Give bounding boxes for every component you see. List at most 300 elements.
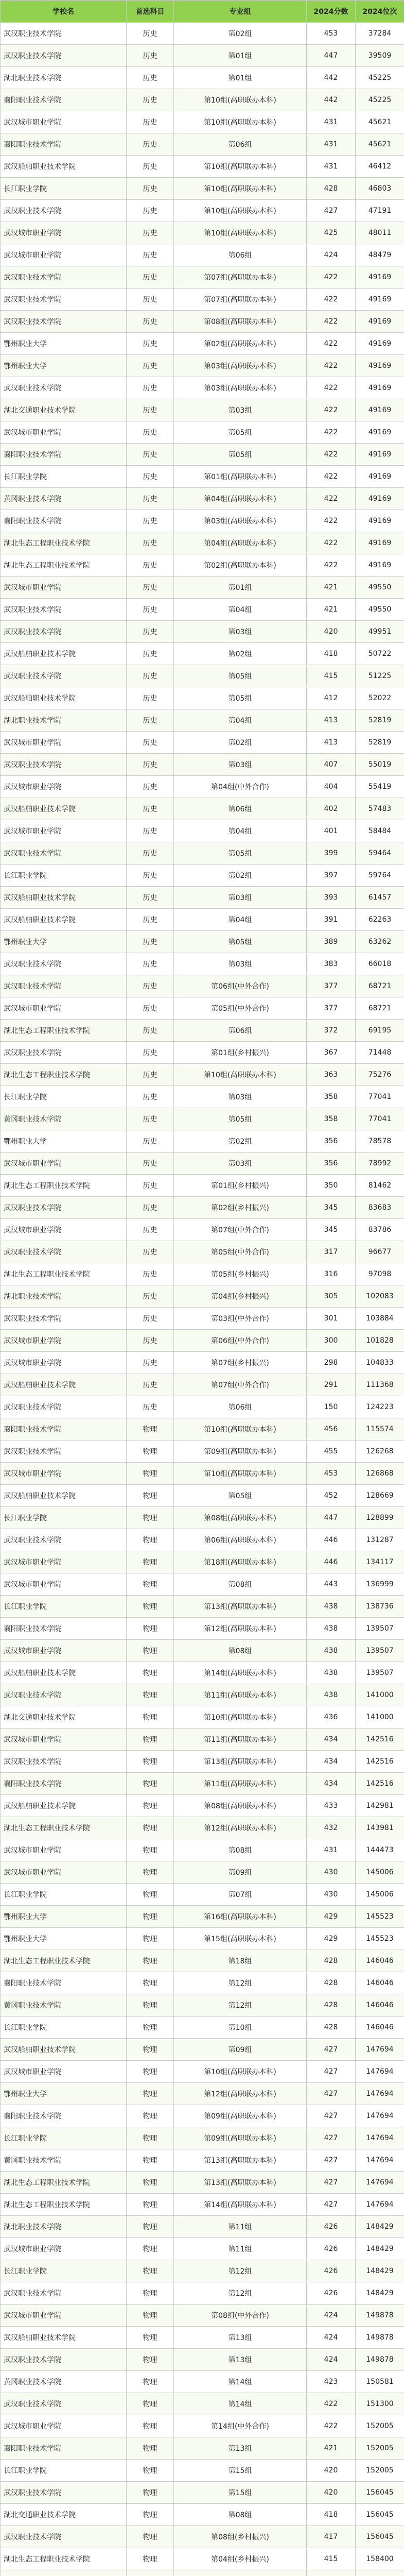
cell-subject: 历史 (127, 842, 174, 865)
table-row (1, 2016, 404, 2039)
cell-subject: 物理 (127, 1839, 174, 1861)
cell-rank: 126868 (356, 1463, 404, 1485)
cell-major-group: 第11组(高职联办本科) (174, 1684, 307, 1706)
cell-score: 431 (307, 111, 356, 133)
cell-rank: 148429 (356, 2216, 404, 2238)
cell-major-group: 第04组 (174, 599, 307, 621)
cell-rank: 49169 (356, 554, 404, 577)
cell-rank: 124223 (356, 1396, 404, 1418)
cell-rank: 45225 (356, 89, 404, 111)
cell-rank: 47191 (356, 200, 404, 222)
cell-school: 襄阳职业技术学院 (1, 2437, 127, 2460)
cell-major-group: 第05组 (174, 421, 307, 444)
cell-major-group: 第05组 (174, 1485, 307, 1507)
table-row (1, 1529, 404, 1551)
cell-school: 武汉城市职业学院 (1, 2415, 127, 2437)
cell-major-group: 第10组(高职联办本科) (174, 89, 307, 111)
cell-subject: 历史 (127, 1153, 174, 1175)
cell-school: 襄阳职业技术学院 (1, 1618, 127, 1640)
cell-rank: 78578 (356, 1130, 404, 1153)
cell-major-group: 第12组(高职联办本科) (174, 1817, 307, 1839)
table-row (1, 732, 404, 754)
cell-rank: 149878 (356, 2304, 404, 2327)
cell-score: 150 (307, 1396, 356, 1418)
cell-school: 武汉船舶职业技术学院 (1, 687, 127, 709)
cell-score: 421 (307, 2437, 356, 2460)
cell-score: 422 (307, 333, 356, 355)
cell-major-group: 第02组 (174, 865, 307, 887)
cell-subject: 历史 (127, 665, 174, 687)
table-row (1, 1906, 404, 1928)
table-row (1, 178, 404, 200)
cell-subject: 物理 (127, 1640, 174, 1662)
cell-major-group: 第08组 (174, 1573, 307, 1596)
table-row (1, 2415, 404, 2437)
table-row (1, 2061, 404, 2083)
cell-school: 湖北职业技术学院 (1, 67, 127, 89)
cell-score: 446 (307, 1551, 356, 1573)
table-row (1, 1596, 404, 1618)
cell-major-group: 第09组(高职联办本科) (174, 2127, 307, 2149)
cell-major-group: 第14组(高职联办本科) (174, 2194, 307, 2216)
table-row (1, 488, 404, 510)
cell-major-group: 第05组(中外合作) (174, 1241, 307, 1263)
cell-score: 424 (307, 2349, 356, 2371)
cell-school: 武汉船舶职业技术学院 (1, 2039, 127, 2061)
cell-subject: 物理 (127, 2172, 174, 2194)
cell-subject: 历史 (127, 865, 174, 887)
table-row (1, 1485, 404, 1507)
table-row (1, 887, 404, 909)
cell-major-group: 第04组(乡村振兴) (174, 1285, 307, 1308)
cell-major-group: 第03组(高职联办本科) (174, 355, 307, 377)
cell-score: 427 (307, 2061, 356, 2083)
cell-major-group: 第05组(中外合作) (174, 997, 307, 1020)
cell-major-group: 第08组(高职联办本科) (174, 1795, 307, 1817)
cell-school: 襄阳职业技术学院 (1, 2105, 127, 2127)
cell-rank: 83683 (356, 1197, 404, 1219)
cell-subject: 物理 (127, 2260, 174, 2282)
cell-rank: 143981 (356, 1817, 404, 1839)
cell-major-group: 第07组(乡村振兴) (174, 1352, 307, 1374)
cell-rank: 48479 (356, 244, 404, 266)
table-row (1, 2105, 404, 2127)
table-row (1, 2282, 404, 2304)
cell-school: 武汉职业技术学院 (1, 621, 127, 643)
table-row (1, 222, 404, 244)
cell-rank: 45621 (356, 133, 404, 156)
cell-school: 武汉城市职业学院 (1, 1839, 127, 1861)
table-row (1, 399, 404, 421)
cell-subject: 物理 (127, 1529, 174, 1551)
table-row (1, 997, 404, 1020)
table-row (1, 2127, 404, 2149)
cell-score: 417 (307, 2526, 356, 2548)
cell-score: 418 (307, 643, 356, 665)
cell-school: 武汉职业技术学院 (1, 1396, 127, 1418)
cell-score: 431 (307, 133, 356, 156)
cell-rank: 78992 (356, 1153, 404, 1175)
cell-rank: 37284 (356, 23, 404, 45)
cell-score: 402 (307, 798, 356, 820)
table-row (1, 599, 404, 621)
cell-rank: 152005 (356, 2437, 404, 2460)
table-row (1, 1728, 404, 1751)
cell-score (307, 2570, 356, 2576)
header-school: 学校名 (1, 1, 127, 23)
cell-major-group: 第07组(高职联办本科) (174, 289, 307, 311)
cell-subject: 历史 (127, 23, 174, 45)
cell-subject: 物理 (127, 2127, 174, 2149)
cell-score: 426 (307, 2282, 356, 2304)
cell-school: 武汉城市职业学院 (1, 997, 127, 1020)
cell-score: 446 (307, 1529, 356, 1551)
cell-school: 武汉职业技术学院 (1, 311, 127, 333)
table-row (1, 1751, 404, 1773)
cell-school: 湖北生态工程职业技术学院 (1, 1263, 127, 1285)
cell-subject: 物理 (127, 2304, 174, 2327)
table-row (1, 577, 404, 599)
cell-subject: 物理 (127, 2194, 174, 2216)
cell-major-group: 第09组(高职联办本科) (174, 2105, 307, 2127)
cell-major-group: 第10组(高职联办本科) (174, 178, 307, 200)
cell-school: 武汉船舶职业技术学院 (1, 156, 127, 178)
cell-subject: 物理 (127, 2083, 174, 2105)
cell-rank: 111368 (356, 1374, 404, 1396)
cell-school: 长江职业学院 (1, 2260, 127, 2282)
cell-school: 湖北生态工程职业技术学院 (1, 1020, 127, 1042)
cell-score: 431 (307, 156, 356, 178)
cell-rank: 158400 (356, 2548, 404, 2570)
cell-score: 418 (307, 2504, 356, 2526)
table-row (1, 2083, 404, 2105)
cell-major-group: 第03组 (174, 887, 307, 909)
cell-subject: 历史 (127, 355, 174, 377)
header-rank: 2024位次 (356, 1, 404, 23)
cell-major-group: 第04组(中外合作) (174, 776, 307, 798)
cell-school: 武汉职业技术学院 (1, 45, 127, 67)
cell-subject: 物理 (127, 1950, 174, 1972)
cell-subject: 历史 (127, 887, 174, 909)
table-row (1, 510, 404, 532)
cell-school: 武汉船舶职业技术学院 (1, 1662, 127, 1684)
cell-subject: 物理 (127, 2548, 174, 2570)
cell-major-group: 第12组 (174, 2260, 307, 2282)
cell-score: 422 (307, 2393, 356, 2415)
cell-major-group: 第05组 (174, 665, 307, 687)
cell-score: 427 (307, 2149, 356, 2172)
table-row (1, 1861, 404, 1884)
cell-subject: 历史 (127, 289, 174, 311)
cell-subject: 物理 (127, 2482, 174, 2504)
table-row (1, 1418, 404, 1440)
cell-major-group: 第13组 (174, 2349, 307, 2371)
cell-major-group: 第01组 (174, 45, 307, 67)
cell-score: 428 (307, 1972, 356, 1994)
cell-school: 鄂州职业大学 (1, 931, 127, 953)
table-row (1, 45, 404, 67)
cell-school: 襄阳职业技术学院 (1, 89, 127, 111)
cell-school: 武汉船舶职业技术学院 (1, 887, 127, 909)
cell-subject: 物理 (127, 1884, 174, 1906)
cell-subject: 历史 (127, 1020, 174, 1042)
cell-school: 湖北生态工程职业技术学院 (1, 532, 127, 554)
cell-school: 襄阳职业技术学院 (1, 1418, 127, 1440)
cell-major-group: 第03组 (174, 754, 307, 776)
table-row (1, 333, 404, 355)
cell-rank: 147694 (356, 2194, 404, 2216)
cell-major-group: 第10组 (174, 2016, 307, 2039)
cell-subject: 历史 (127, 399, 174, 421)
table-row (1, 133, 404, 156)
table-row (1, 466, 404, 488)
cell-school: 黄冈职业技术学院 (1, 2371, 127, 2393)
cell-school: 武汉职业技术学院 (1, 1308, 127, 1330)
cell-subject: 历史 (127, 1241, 174, 1263)
table-row (1, 554, 404, 577)
cell-subject: 物理 (127, 1728, 174, 1751)
cell-major-group: 第05组 (174, 1108, 307, 1130)
cell-school: 鄂州职业大学 (1, 333, 127, 355)
cell-major-group: 第12组(高职联办本科) (174, 2083, 307, 2105)
cell-rank: 49169 (356, 466, 404, 488)
cell-subject: 历史 (127, 311, 174, 333)
cell-rank: 48011 (356, 222, 404, 244)
cell-score: 422 (307, 466, 356, 488)
cell-subject: 历史 (127, 732, 174, 754)
table-row (1, 2482, 404, 2504)
cell-rank: 150581 (356, 2371, 404, 2393)
cell-score: 433 (307, 1795, 356, 1817)
table-row (1, 2570, 404, 2576)
cell-major-group: 第04组 (174, 820, 307, 842)
table-row (1, 1839, 404, 1861)
cell-rank (356, 2570, 404, 2576)
cell-subject: 历史 (127, 709, 174, 732)
cell-subject: 物理 (127, 1551, 174, 1573)
cell-major-group: 第10组(高职联办本科) (174, 222, 307, 244)
cell-major-group: 第09组 (174, 2039, 307, 2061)
cell-subject: 历史 (127, 1108, 174, 1130)
cell-rank: 49169 (356, 510, 404, 532)
cell-school: 武汉职业技术学院 (1, 200, 127, 222)
table-row (1, 266, 404, 289)
cell-subject: 物理 (127, 2216, 174, 2238)
cell-major-group: 第11组(高职联办本科) (174, 1728, 307, 1751)
cell-subject: 历史 (127, 133, 174, 156)
cell-subject: 物理 (127, 1662, 174, 1684)
cell-subject: 物理 (127, 1418, 174, 1440)
table-row (1, 1352, 404, 1374)
cell-rank: 57483 (356, 798, 404, 820)
cell-subject: 历史 (127, 909, 174, 931)
cell-school: 长江职业学院 (1, 2016, 127, 2039)
cell-major-group: 第04组(高职联办本科) (174, 532, 307, 554)
cell-score: 415 (307, 665, 356, 687)
cell-score: 438 (307, 1662, 356, 1684)
cell-school: 湖北职业技术学院 (1, 1285, 127, 1308)
cell-major-group: 第10组(高职联办本科) (174, 200, 307, 222)
cell-major-group: 第10组(高职联办本科) (174, 111, 307, 133)
table-row (1, 2393, 404, 2415)
cell-score: 291 (307, 1374, 356, 1396)
cell-score: 455 (307, 1440, 356, 1463)
cell-rank: 45621 (356, 111, 404, 133)
cell-rank: 58484 (356, 820, 404, 842)
cell-major-group: 第13组(高职联办本科) (174, 2149, 307, 2172)
cell-major-group: 第02组(高职联办本科) (174, 554, 307, 577)
table-row (1, 1219, 404, 1241)
cell-major-group: 第06组 (174, 244, 307, 266)
cell-rank: 151300 (356, 2393, 404, 2415)
cell-subject: 物理 (127, 1706, 174, 1728)
cell-rank: 66018 (356, 953, 404, 975)
cell-subject: 历史 (127, 687, 174, 709)
cell-school: 武汉城市职业学院 (1, 2061, 127, 2083)
cell-subject: 历史 (127, 643, 174, 665)
cell-score: 393 (307, 887, 356, 909)
cell-rank: 49550 (356, 577, 404, 599)
table-row (1, 1684, 404, 1706)
cell-subject: 历史 (127, 444, 174, 466)
cell-subject: 物理 (127, 1618, 174, 1640)
cell-major-group: 第12组 (174, 1972, 307, 1994)
cell-major-group: 第14组(高职联办本科) (174, 1662, 307, 1684)
table-row (1, 1020, 404, 1042)
cell-score: 404 (307, 776, 356, 798)
cell-major-group: 第13组(高职联办本科) (174, 2172, 307, 2194)
cell-rank: 77041 (356, 1108, 404, 1130)
cell-school: 武汉城市职业学院 (1, 577, 127, 599)
cell-school: 武汉职业技术学院 (1, 2349, 127, 2371)
cell-score: 399 (307, 842, 356, 865)
header-major-group: 专业组 (174, 1, 307, 23)
cell-school: 武汉城市职业学院 (1, 111, 127, 133)
table-header-row (1, 1, 404, 23)
cell-rank: 83786 (356, 1219, 404, 1241)
cell-school: 襄阳职业技术学院 (1, 133, 127, 156)
cell-rank: 147694 (356, 2172, 404, 2194)
table-row (1, 1064, 404, 1086)
cell-major-group: 第08组(中外合作) (174, 2304, 307, 2327)
cell-school: 湖北交通职业技术学院 (1, 399, 127, 421)
cell-major-group: 第12组 (174, 1994, 307, 2016)
cell-score: 413 (307, 732, 356, 754)
table-row (1, 1817, 404, 1839)
cell-major-group: 第13组(高职联办本科) (174, 1596, 307, 1618)
cell-rank: 49550 (356, 599, 404, 621)
cell-school: 武汉城市职业学院 (1, 1330, 127, 1352)
cell-school: 长江职业学院 (1, 1507, 127, 1529)
cell-school: 武汉职业技术学院 (1, 266, 127, 289)
table-row (1, 798, 404, 820)
cell-score: 428 (307, 2016, 356, 2039)
cell-major-group: 第14组 (174, 2371, 307, 2393)
cell-major-group: 第12组(高职联办本科) (174, 1618, 307, 1640)
cell-subject: 历史 (127, 333, 174, 355)
cell-subject: 历史 (127, 510, 174, 532)
table-row (1, 532, 404, 554)
cell-score: 422 (307, 2415, 356, 2437)
cell-subject: 历史 (127, 931, 174, 953)
cell-school: 长江职业学院 (1, 2460, 127, 2482)
cell-score: 426 (307, 2238, 356, 2260)
cell-subject: 物理 (127, 1485, 174, 1507)
cell-major-group: 第04组 (174, 709, 307, 732)
cell-major-group: 第11组 (174, 2216, 307, 2238)
cell-rank: 142516 (356, 1728, 404, 1751)
cell-rank: 39509 (356, 45, 404, 67)
cell-major-group: 第03组(中外合作) (174, 1308, 307, 1330)
cell-school: 湖北生态工程职业技术学院 (1, 2194, 127, 2216)
cell-school: 襄阳职业技术学院 (1, 1972, 127, 1994)
cell-school: 武汉城市职业学院 (1, 2304, 127, 2327)
cell-subject: 历史 (127, 244, 174, 266)
cell-school: 武汉职业技术学院 (1, 23, 127, 45)
cell-rank: 146046 (356, 1972, 404, 1994)
cell-school: 武汉城市职业学院 (1, 1861, 127, 1884)
table-row (1, 1263, 404, 1285)
cell-major-group: 第10组(高职联办本科) (174, 1064, 307, 1086)
cell-subject: 物理 (127, 1928, 174, 1950)
cell-school: 湖北生态工程职业技术学院 (1, 554, 127, 577)
table-row (1, 200, 404, 222)
cell-school: 黄冈职业技术学院 (1, 488, 127, 510)
cell-score: 305 (307, 1285, 356, 1308)
cell-rank: 49169 (356, 421, 404, 444)
table-row (1, 2504, 404, 2526)
cell-school: 武汉城市职业学院 (1, 776, 127, 798)
cell-major-group: 第03组(高职联办本科) (174, 510, 307, 532)
cell-major-group: 第06组 (174, 1396, 307, 1418)
table-row (1, 2149, 404, 2172)
table-row (1, 2238, 404, 2260)
table-row (1, 1241, 404, 1263)
cell-subject: 历史 (127, 222, 174, 244)
cell-school: 武汉职业技术学院 (1, 975, 127, 997)
cell-school: 襄阳职业技术学院 (1, 1773, 127, 1795)
cell-school: 襄阳职业技术学院 (1, 510, 127, 532)
cell-school: 武汉城市职业学院 (1, 820, 127, 842)
cell-subject: 历史 (127, 798, 174, 820)
cell-score: 367 (307, 1042, 356, 1064)
table-row (1, 1994, 404, 2016)
cell-subject: 历史 (127, 1308, 174, 1330)
cell-school: 长江职业学院 (1, 1086, 127, 1108)
header-score: 2024分数 (307, 1, 356, 23)
cell-school: 武汉职业技术学院 (1, 1684, 127, 1706)
cell-major-group: 第08组 (174, 2504, 307, 2526)
cell-school: 武汉城市职业学院 (1, 1640, 127, 1662)
cell-score: 345 (307, 1219, 356, 1241)
cell-rank: 55019 (356, 754, 404, 776)
cell-major-group: 第06组 (174, 133, 307, 156)
cell-major-group: 第08组(高职联办本科) (174, 311, 307, 333)
table-row (1, 355, 404, 377)
cell-school: 湖北生态工程职业技术学院 (1, 1064, 127, 1086)
cell-school (1, 2570, 127, 2576)
cell-major-group: 第04组 (174, 909, 307, 931)
cell-score: 443 (307, 1573, 356, 1596)
cell-rank: 115574 (356, 1418, 404, 1440)
table-row (1, 444, 404, 466)
cell-score: 426 (307, 2216, 356, 2238)
cell-school: 长江职业学院 (1, 865, 127, 887)
cell-major-group: 第10组(高职联办本科) (174, 1418, 307, 1440)
cell-score: 424 (307, 2327, 356, 2349)
cell-score: 421 (307, 599, 356, 621)
table-row (1, 244, 404, 266)
